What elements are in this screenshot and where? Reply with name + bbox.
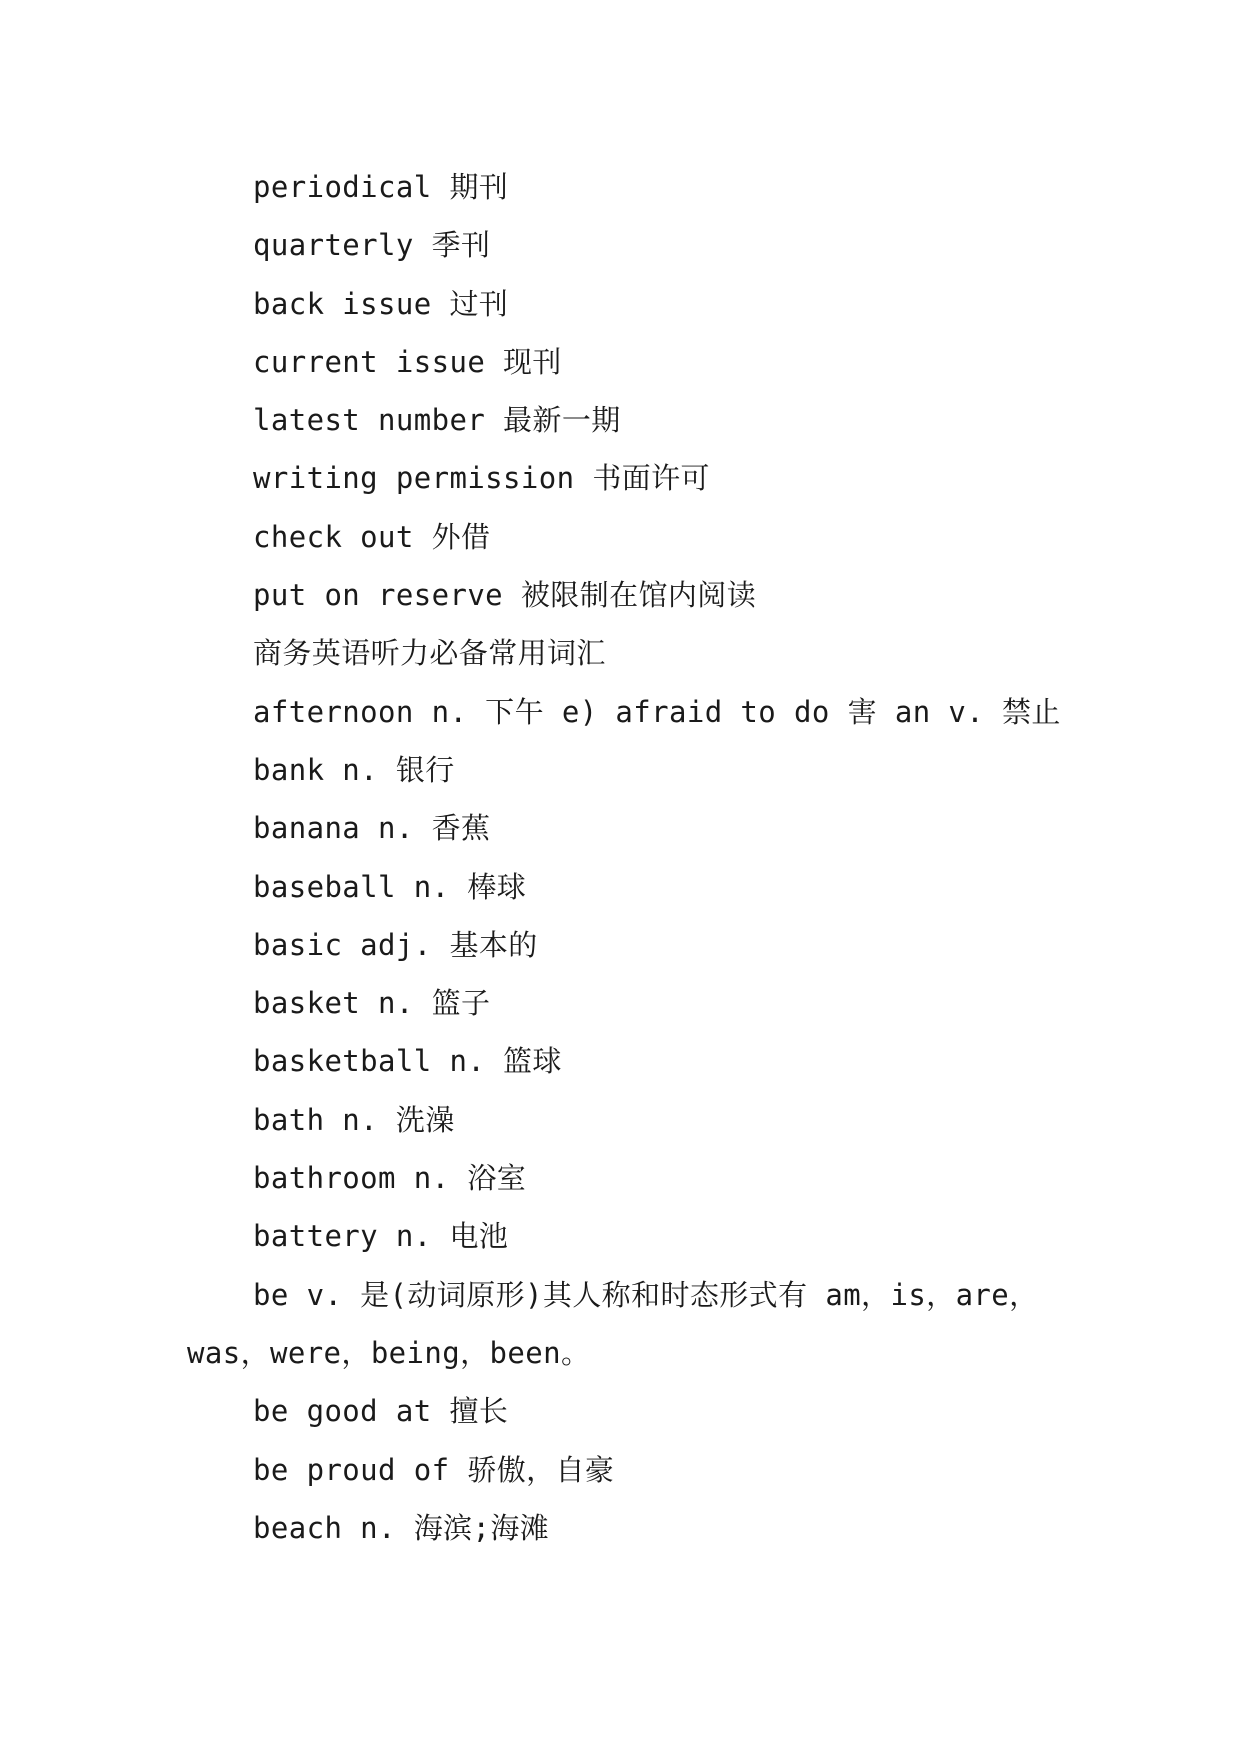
section-heading: 商务英语听力必备常用词汇 — [253, 636, 606, 671]
text-line: periodical 期刊 — [253, 170, 509, 204]
text-line: back issue 过刊 — [253, 286, 509, 321]
text-line: bank n. 银行 — [253, 752, 455, 787]
text-line: afternoon n. 下午 e) afraid to do 害 an v. 禁止 — [253, 694, 1061, 729]
text-line: be good at 擅长 — [253, 1394, 509, 1429]
text-line: writing permission 书面许可 — [253, 461, 710, 496]
text-line: bath n. 洗澡 — [253, 1102, 455, 1137]
text-line: check out 外借 — [253, 519, 491, 554]
text-line: latest number 最新一期 — [253, 403, 621, 438]
text-line: bathroom n. 浴室 — [253, 1161, 527, 1196]
document-body — [187, 158, 1087, 1557]
text-line: current issue 现刊 — [253, 344, 562, 379]
text-line: baseball n. 棒球 — [253, 869, 527, 904]
text-line: basic adj. 基本的 — [253, 927, 538, 962]
text-line: be v. 是(动词原形)其人称和时态形式有 am，is，are， — [253, 1277, 1039, 1312]
text-line: battery n. 电池 — [253, 1219, 509, 1254]
text-line: put on reserve 被限制在馆内阅读 — [253, 578, 757, 613]
text-line: beach n. 海滨;海滩 — [253, 1510, 550, 1545]
text-line: be proud of 骄傲，自豪 — [253, 1452, 615, 1487]
text-line: quarterly 季刊 — [253, 228, 491, 263]
text-line: basket n. 篮子 — [253, 986, 491, 1021]
text-line-continuation: was，were，being，been。 — [187, 1335, 591, 1370]
text-line: banana n. 香蕉 — [253, 811, 491, 846]
text-line: basketball n. 篮球 — [253, 1044, 562, 1079]
